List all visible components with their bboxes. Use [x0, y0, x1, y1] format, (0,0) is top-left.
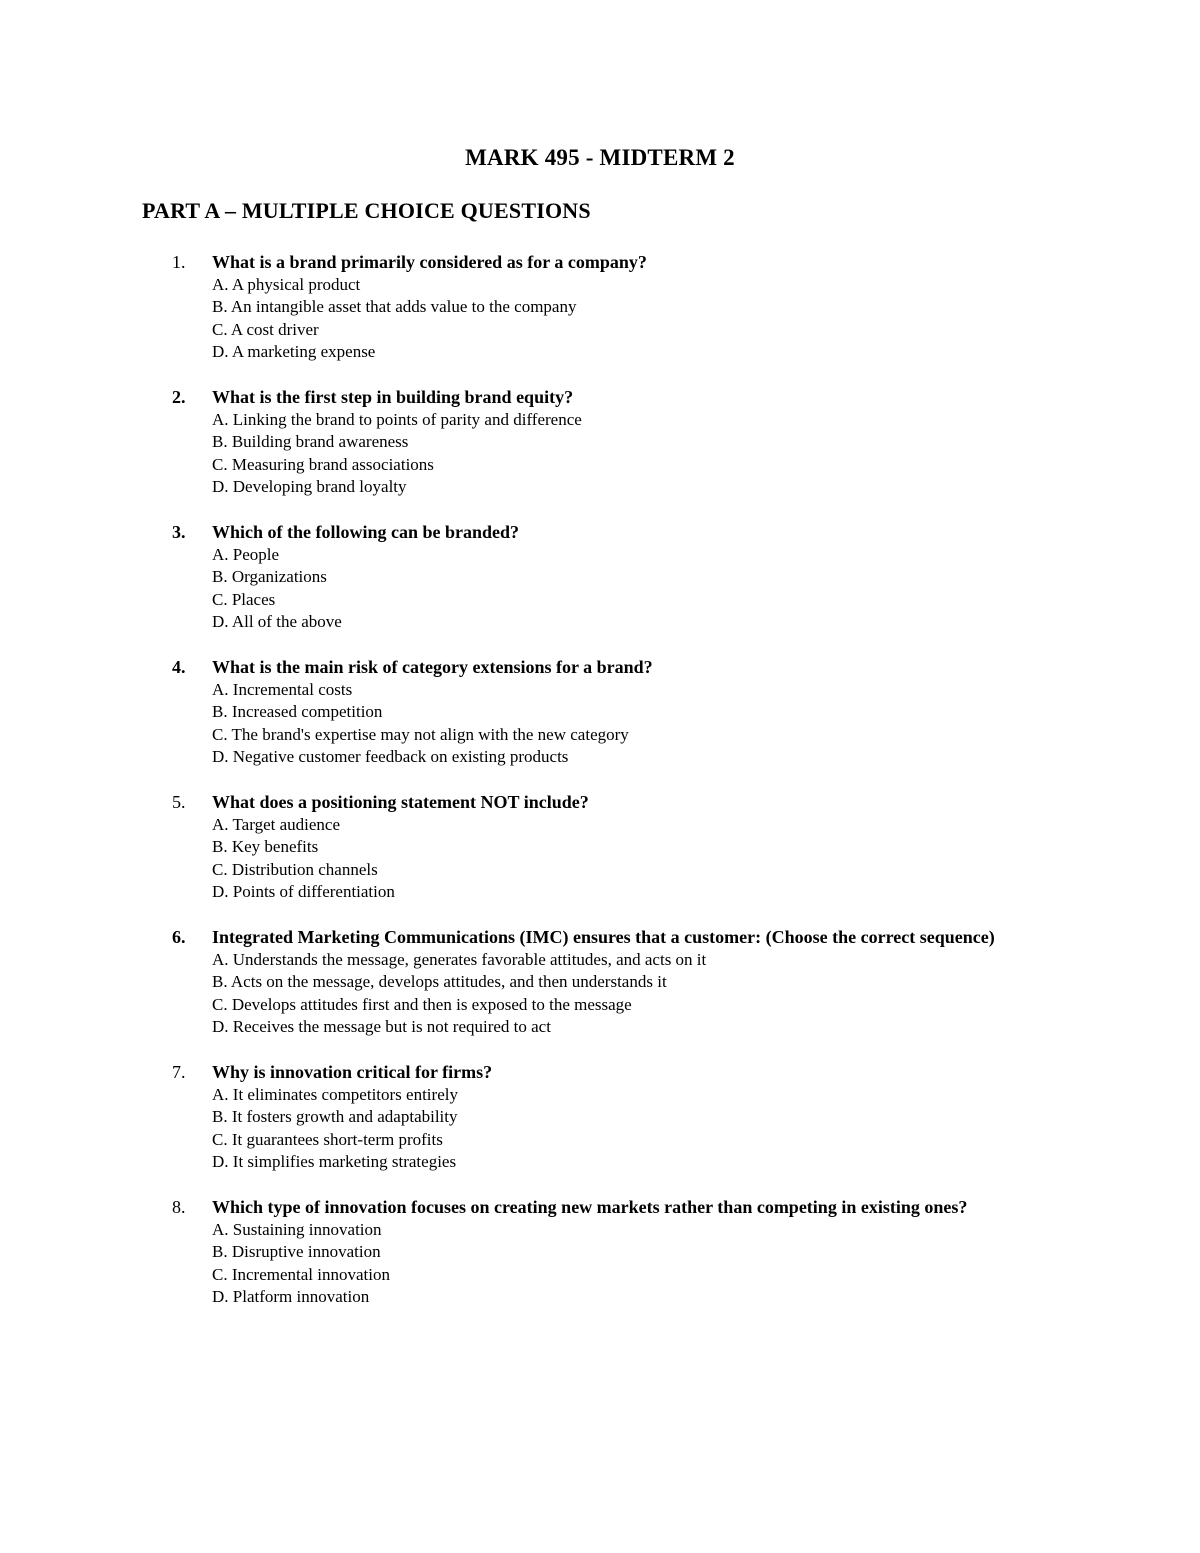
- answer-option: C. Places: [212, 589, 276, 609]
- answer-option: B. Key benefits: [212, 837, 319, 856]
- answer-option: A. It eliminates competitors entirely: [212, 1084, 458, 1104]
- answer-option: B. Acts on the message, develops attitudes, and then understands it: [212, 972, 667, 991]
- answer-option: B. An intangible asset that adds value to the company: [212, 297, 577, 316]
- section-heading: PART A – MULTIPLE CHOICE QUESTIONS: [142, 198, 591, 223]
- answer-option: D. Receives the message but is not required to act: [212, 1017, 551, 1036]
- answer-options: [212, 409, 1200, 499]
- answer-option: A. Incremental costs: [212, 679, 353, 699]
- answer-option: D. Developing brand loyalty: [212, 477, 407, 496]
- answer-options: [212, 1219, 1200, 1309]
- question-text: Which type of innovation focuses on creating new markets rather than competing in existing ones?: [212, 1197, 968, 1217]
- question-item: [0, 251, 1200, 364]
- question-item: [0, 1061, 1200, 1174]
- question-number: 1.: [172, 252, 186, 272]
- question-number: 2.: [172, 387, 186, 407]
- question-number: 8.: [172, 1197, 186, 1217]
- answer-option: B. Increased competition: [212, 702, 383, 721]
- answer-option: D. Points of differentiation: [212, 882, 395, 901]
- answer-option: C. A cost driver: [212, 319, 319, 339]
- question-number: 4.: [172, 657, 186, 677]
- answer-options: [212, 544, 1200, 634]
- answer-options: [212, 1084, 1200, 1174]
- question-text: What does a positioning statement NOT include?: [212, 792, 589, 812]
- question-item: [0, 386, 1200, 499]
- question-item: [0, 656, 1200, 769]
- answer-option: C. The brand's expertise may not align with the new category: [212, 724, 629, 744]
- question-item: [0, 926, 1200, 1039]
- answer-option: A. Target audience: [212, 814, 340, 834]
- question-text: Why is innovation critical for firms?: [212, 1062, 493, 1082]
- answer-option: D. Platform innovation: [212, 1287, 370, 1306]
- answer-option: A. Understands the message, generates favorable attitudes, and acts on it: [212, 949, 707, 969]
- question-text: What is the first step in building brand equity?: [212, 387, 574, 407]
- question-list: [0, 251, 1200, 1331]
- page-title: MARK 495 - MIDTERM 2: [465, 145, 735, 170]
- answer-option: A. People: [212, 544, 280, 564]
- answer-option: A. A physical product: [212, 274, 361, 294]
- answer-option: D. All of the above: [212, 612, 342, 631]
- answer-option: D. Negative customer feedback on existing products: [212, 747, 569, 766]
- question-number: 7.: [172, 1062, 186, 1082]
- answer-option: B. Disruptive innovation: [212, 1242, 381, 1261]
- question-number: 6.: [172, 927, 186, 947]
- question-number: 3.: [172, 522, 186, 542]
- answer-option: A. Sustaining innovation: [212, 1219, 382, 1239]
- answer-option: D. It simplifies marketing strategies: [212, 1152, 457, 1171]
- answer-option: B. It fosters growth and adaptability: [212, 1107, 458, 1126]
- answer-option: C. It guarantees short-term profits: [212, 1129, 443, 1149]
- answer-option: A. Linking the brand to points of parity and difference: [212, 409, 582, 429]
- question-item: [0, 1196, 1200, 1309]
- question-text: Which of the following can be branded?: [212, 522, 520, 542]
- question-text: Integrated Marketing Communications (IMC) ensures that a customer: (Choose the correct sequence): [212, 927, 995, 947]
- question-text: What is the main risk of category extensions for a brand?: [212, 657, 653, 677]
- answer-option: C. Measuring brand associations: [212, 454, 434, 474]
- answer-option: C. Distribution channels: [212, 859, 378, 879]
- answer-option: C. Develops attitudes first and then is exposed to the message: [212, 994, 632, 1014]
- question-item: [0, 521, 1200, 634]
- question-number: 5.: [172, 792, 186, 812]
- answer-options: [212, 814, 1200, 904]
- answer-options: [212, 679, 1200, 769]
- answer-option: D. A marketing expense: [212, 342, 376, 361]
- answer-option: B. Building brand awareness: [212, 432, 409, 451]
- answer-option: C. Incremental innovation: [212, 1264, 390, 1284]
- question-text: What is a brand primarily considered as for a company?: [212, 252, 647, 272]
- answer-option: B. Organizations: [212, 567, 327, 586]
- question-item: [0, 791, 1200, 904]
- answer-options: [212, 949, 1200, 1039]
- answer-options: [212, 274, 1200, 364]
